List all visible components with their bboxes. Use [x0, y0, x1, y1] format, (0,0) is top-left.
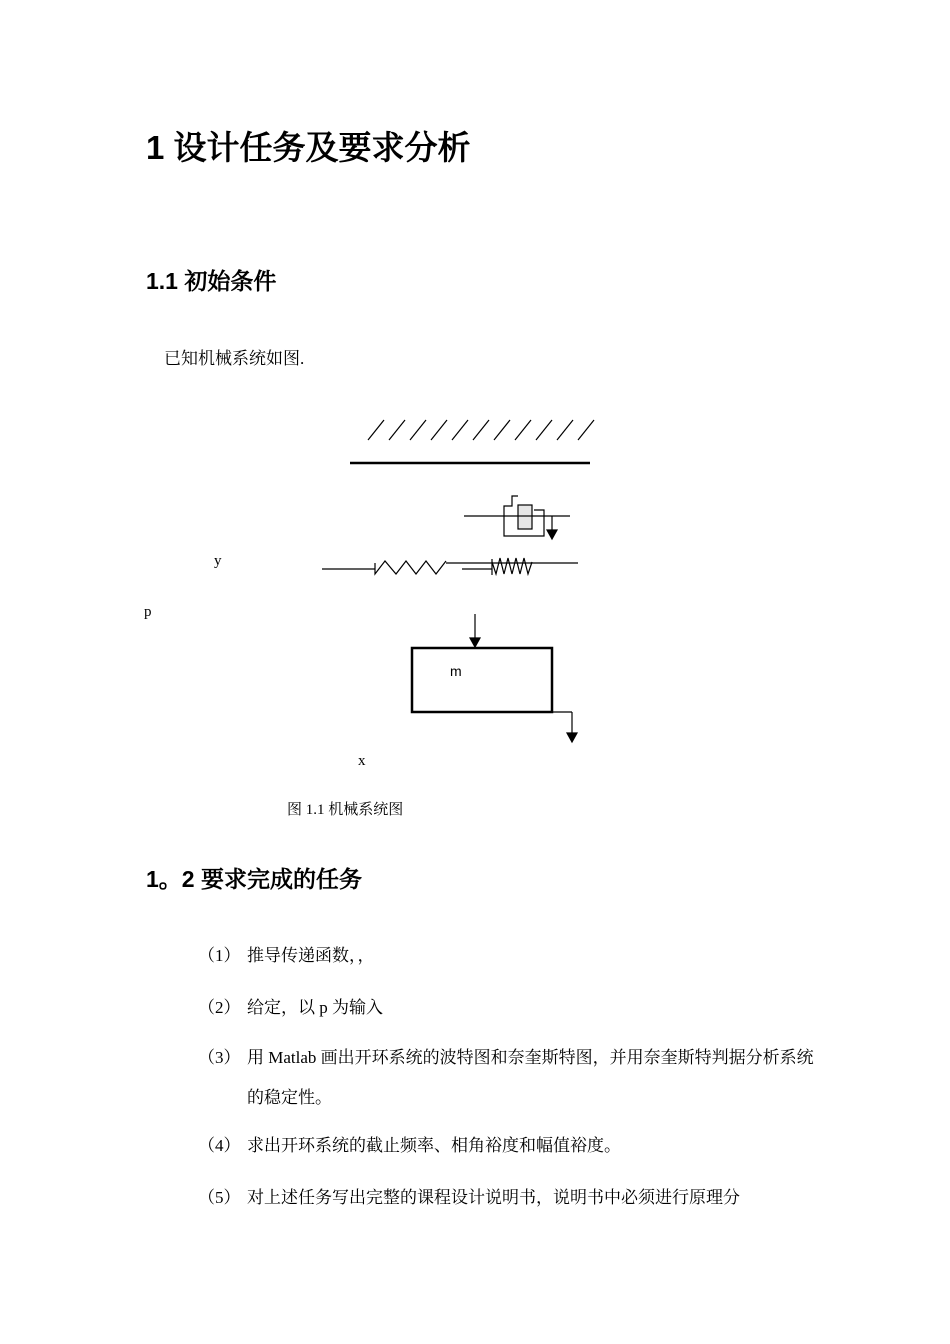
damper: [464, 496, 570, 539]
label-x: x: [358, 753, 366, 769]
task-item: [198, 936, 818, 976]
task-number: （2）: [198, 998, 241, 1017]
displacement-arrow: [552, 712, 577, 742]
task-number: （5）: [198, 1188, 241, 1207]
task-item: [198, 1178, 818, 1218]
mass-block: [412, 648, 552, 712]
task-text: 用 Matlab 画出开环系统的波特图和奈奎斯特图，并用奈奎斯特判据分析系统的稳定性。: [247, 1048, 814, 1107]
label-p: p: [144, 604, 152, 620]
ground-hatching: [368, 420, 594, 440]
task-number: （3）: [198, 1048, 241, 1067]
task-text: 给定，以 p 为输入: [247, 998, 383, 1017]
figure-caption: 图 1.1 机械系统图: [287, 802, 404, 818]
task-text: 对上述任务写出完整的课程设计说明书，说明书中必须进行原理分: [247, 1188, 740, 1207]
label-m: m: [450, 663, 462, 679]
chapter-title: 1 设计任务及要求分析: [146, 129, 471, 166]
task-number: （1）: [198, 946, 241, 965]
task-item: [198, 988, 818, 1028]
task-item: [198, 1126, 818, 1166]
springs: [322, 558, 578, 575]
section-heading-tasks: 1。2 要求完成的任务: [146, 866, 362, 892]
label-y: y: [214, 553, 222, 569]
task-text: 求出开环系统的截止频率、相角裕度和幅值裕度。: [247, 1136, 621, 1155]
task-text: 推导传递函数，，: [247, 946, 375, 965]
task-item: [198, 1038, 818, 1118]
intro-paragraph: 已知机械系统如图.: [164, 349, 305, 368]
task-number: （4）: [198, 1136, 241, 1155]
section-heading-initial-conditions: 1.1 初始条件: [146, 268, 277, 294]
force-arrow: [470, 614, 480, 647]
